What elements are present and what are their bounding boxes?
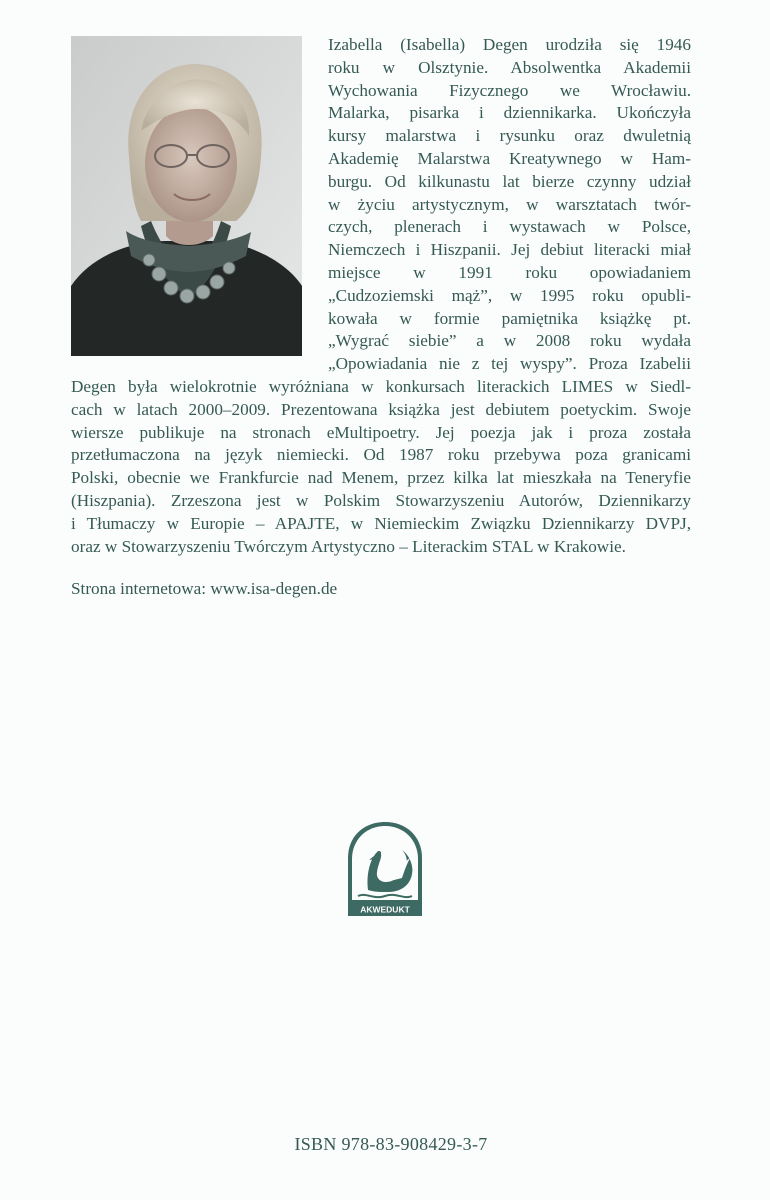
swan-logo-icon	[344, 820, 426, 918]
bio-line: kursy malarstwa i rysunku oraz dwuletnią	[328, 126, 691, 146]
bio-line: Malarka, pisarka i dziennikarka. Ukończyła	[328, 103, 691, 123]
bio-text-full-width	[71, 376, 691, 558]
bio-line: Akademię Malarstwa Kreatywnego w Ham-	[328, 148, 691, 168]
bio-line: i Tłumaczy w Europie – APAJTE, w Niemieckim Związku Dziennikarzy DVPJ,	[71, 513, 691, 533]
bio-line: Wychowania Fizycznego we Wrocławiu.	[328, 80, 691, 100]
bio-line: w życiu artystycznym, w warsztatach twór-	[328, 194, 691, 214]
bio-line: wiersze publikuje na stronach eMultipoetry. Jej poezja jak i proza została	[71, 422, 691, 442]
author-bio	[71, 34, 691, 558]
bio-line: Degen była wielokrotnie wyróżniana w konkursach literackich LIMES w Siedl-	[71, 376, 691, 396]
publisher-name: AKWEDUKT	[360, 904, 410, 915]
bio-line: (Hiszpania). Zrzeszona jest w Polskim Stowarzyszeniu Autorów, Dziennikarzy	[71, 490, 691, 510]
isbn-number: ISBN 978-83-908429-3-7	[294, 1134, 488, 1154]
bio-line: Niemczech i Hiszpanii. Jej debiut literacki miał	[328, 240, 691, 260]
bio-line: oraz w Stowarzyszeniu Twórczym Artystyczno – Literackim STAL w Krakowie.	[71, 536, 626, 556]
bio-line: Izabella (Isabella) Degen urodziła się 1946	[328, 35, 691, 54]
bio-line: „Cudzoziemski mąż”, w 1995 roku opubli-	[328, 285, 691, 305]
bio-line: miejsce w 1991 roku opowiadaniem	[328, 262, 691, 282]
bio-text-beside-photo	[328, 34, 691, 376]
bio-line: przetłumaczona na język niemiecki. Od 1987 roku przebywa poza granicami	[71, 445, 691, 465]
bio-line: cach w latach 2000–2009. Prezentowana książka jest debiutem poetyckim. Swoje	[71, 399, 691, 419]
bio-line: „Opowiadania nie z tej wyspy”. Proza Izabelii	[328, 354, 691, 374]
bio-line: Polski, obecnie we Frankfurcie nad Menem, przez kilka lat mieszkała na Teneryfie	[71, 468, 691, 488]
bio-line: burgu. Od kilkunastu lat bierze czynny udział	[328, 171, 691, 191]
bio-line: czych, plenerach i wystawach w Polsce,	[328, 217, 691, 237]
publisher-logo	[344, 820, 426, 918]
bio-line: „Wygrać siebie” a w 2008 roku wydała	[328, 331, 691, 351]
website-line: Strona internetowa: www.isa-degen.de	[71, 579, 338, 598]
bio-line: roku w Olsztynie. Absolwentka Akademii	[328, 57, 691, 77]
bio-line: kowała w formie pamiętnika książkę pt.	[328, 308, 691, 328]
